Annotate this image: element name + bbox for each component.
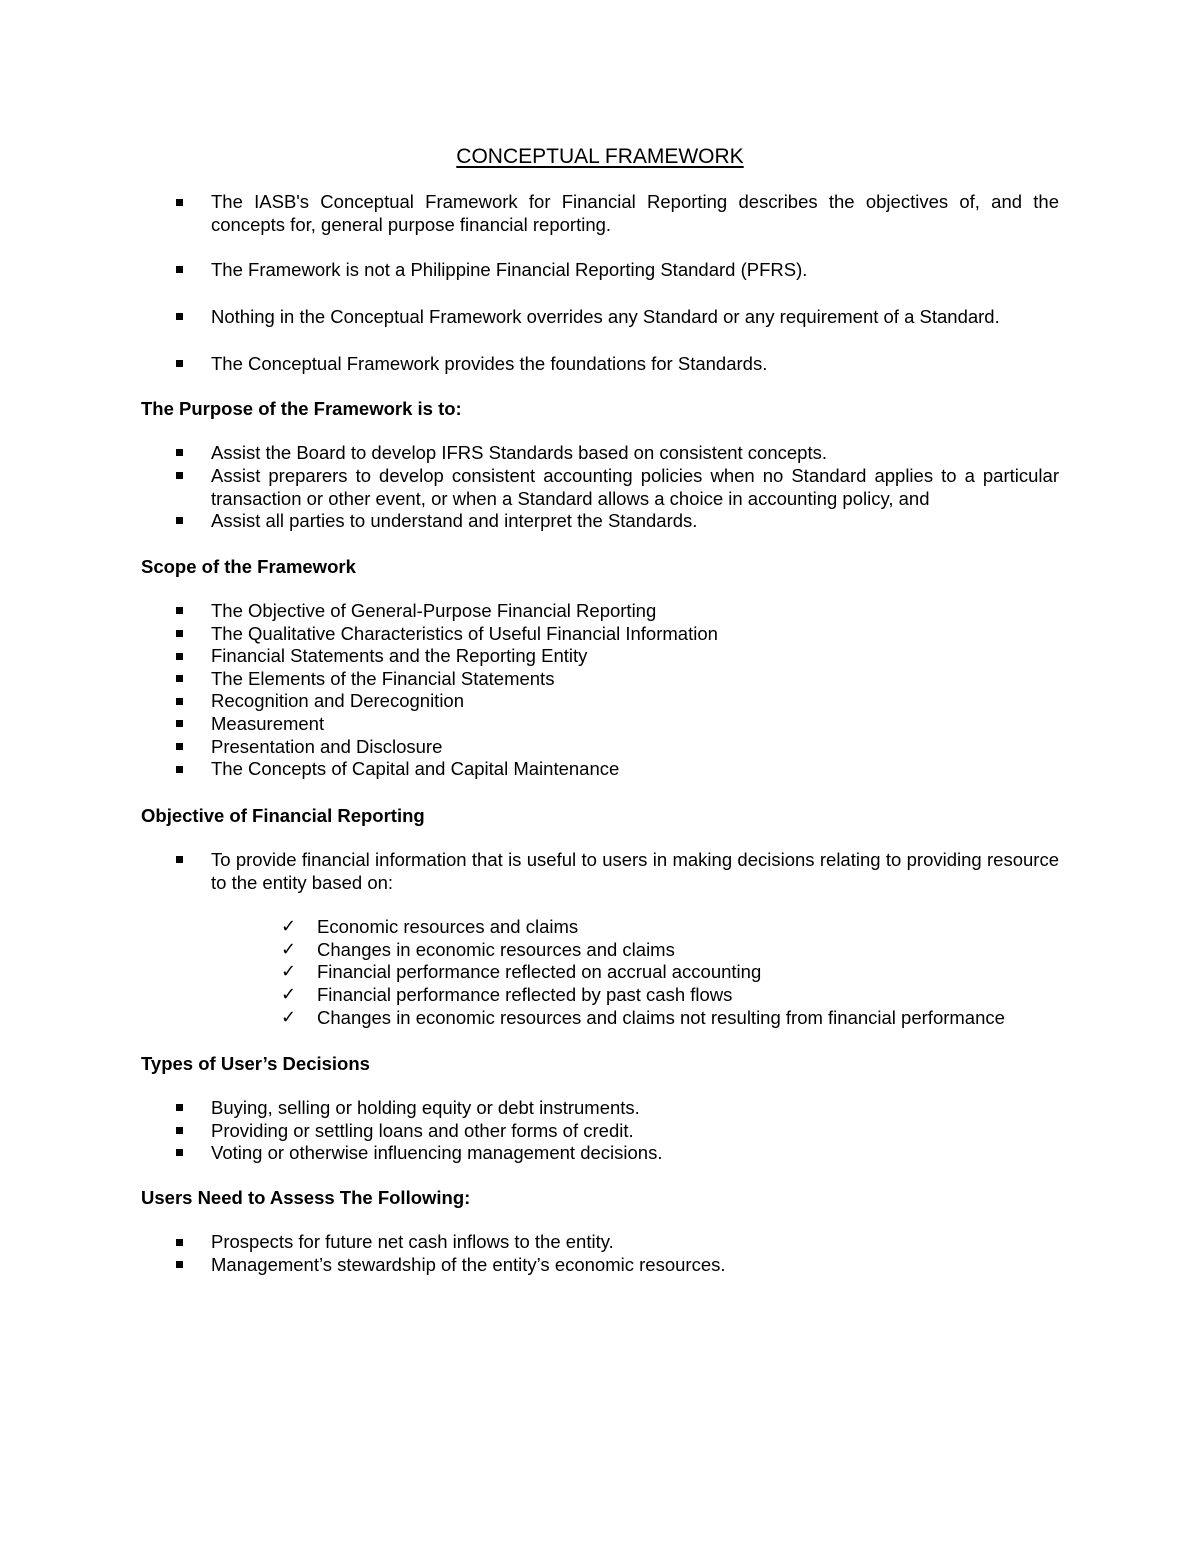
bullet-icon — [176, 517, 183, 524]
assess-item: Prospects for future net cash inflows to the entity. — [211, 1231, 614, 1252]
checkmark-icon: ✓ — [281, 1007, 297, 1028]
bullet-icon — [176, 630, 183, 637]
bullet-icon — [176, 743, 183, 750]
scope-item: Financial Statements and the Reporting Entity — [211, 645, 588, 666]
purpose-item: Assist the Board to develop IFRS Standards based on consistent concepts. — [211, 442, 827, 463]
intro-item: The Conceptual Framework provides the foundations for Standards. — [211, 353, 768, 374]
assess-item: Management’s stewardship of the entity’s economic resources. — [211, 1254, 726, 1275]
objective-check-item: Changes in economic resources and claims not resulting from financial performance — [317, 1007, 1005, 1028]
scope-item: Presentation and Disclosure — [211, 736, 443, 757]
bullet-icon — [176, 675, 183, 682]
bullet-icon — [176, 360, 183, 367]
intro-item: The IASB's Conceptual Framework for Financial Reporting describes the objectives of, and the concepts for, general purpose financial reporting. — [211, 191, 1059, 235]
section-heading-purpose: The Purpose of the Framework is to: — [141, 398, 462, 419]
objective-check-item: Changes in economic resources and claims — [317, 939, 675, 960]
bullet-icon — [176, 1261, 183, 1268]
objective-item: To provide financial information that is useful to users in making decisions relating to providing resource to the entity based on: — [211, 849, 1059, 893]
scope-item: The Elements of the Financial Statements — [211, 668, 555, 689]
bullet-icon — [176, 653, 183, 660]
scope-item: The Concepts of Capital and Capital Maintenance — [211, 758, 620, 779]
scope-item: Measurement — [211, 713, 325, 734]
section-heading-scope: Scope of the Framework — [141, 556, 356, 577]
objective-check-item: Financial performance reflected on accrual accounting — [317, 961, 762, 982]
scope-item: The Qualitative Characteristics of Useful Financial Information — [211, 623, 718, 644]
bullet-icon — [176, 698, 183, 705]
bullet-icon — [176, 856, 183, 863]
scope-item: Recognition and Derecognition — [211, 690, 465, 711]
section-heading-assess: Users Need to Assess The Following: — [141, 1187, 471, 1208]
section-heading-decisions: Types of User’s Decisions — [141, 1053, 370, 1074]
checkmark-icon: ✓ — [281, 984, 297, 1005]
intro-item: The Framework is not a Philippine Financial Reporting Standard (PFRS). — [211, 259, 808, 280]
purpose-item: Assist preparers to develop consistent accounting policies when no Standard applies to a particular transaction or other event, or when a Standard allows a choice in accounting policy, and — [211, 465, 1059, 509]
scope-item: The Objective of General-Purpose Financial Reporting — [211, 600, 657, 621]
checkmark-icon: ✓ — [281, 961, 297, 982]
decision-item: Providing or settling loans and other forms of credit. — [211, 1120, 634, 1141]
bullet-icon — [176, 266, 183, 273]
checkmark-icon: ✓ — [281, 939, 297, 960]
bullet-icon — [176, 607, 183, 614]
intro-item: Nothing in the Conceptual Framework overrides any Standard or any requirement of a Standard. — [211, 306, 1000, 327]
checkmark-icon: ✓ — [281, 916, 297, 937]
decision-item: Buying, selling or holding equity or debt instruments. — [211, 1097, 640, 1118]
page-title: CONCEPTUAL FRAMEWORK — [456, 145, 744, 168]
bullet-icon — [176, 472, 183, 479]
bullet-icon — [176, 313, 183, 320]
section-heading-objective: Objective of Financial Reporting — [141, 805, 425, 826]
decision-item: Voting or otherwise influencing management decisions. — [211, 1142, 663, 1163]
bullet-icon — [176, 1127, 183, 1134]
bullet-icon — [176, 1239, 183, 1246]
bullet-icon — [176, 1149, 183, 1156]
objective-check-item: Economic resources and claims — [317, 916, 579, 937]
bullet-icon — [176, 199, 183, 206]
bullet-icon — [176, 766, 183, 773]
purpose-item: Assist all parties to understand and interpret the Standards. — [211, 510, 698, 531]
bullet-icon — [176, 449, 183, 456]
bullet-icon — [176, 720, 183, 727]
bullet-icon — [176, 1104, 183, 1111]
objective-check-item: Financial performance reflected by past cash flows — [317, 984, 733, 1005]
